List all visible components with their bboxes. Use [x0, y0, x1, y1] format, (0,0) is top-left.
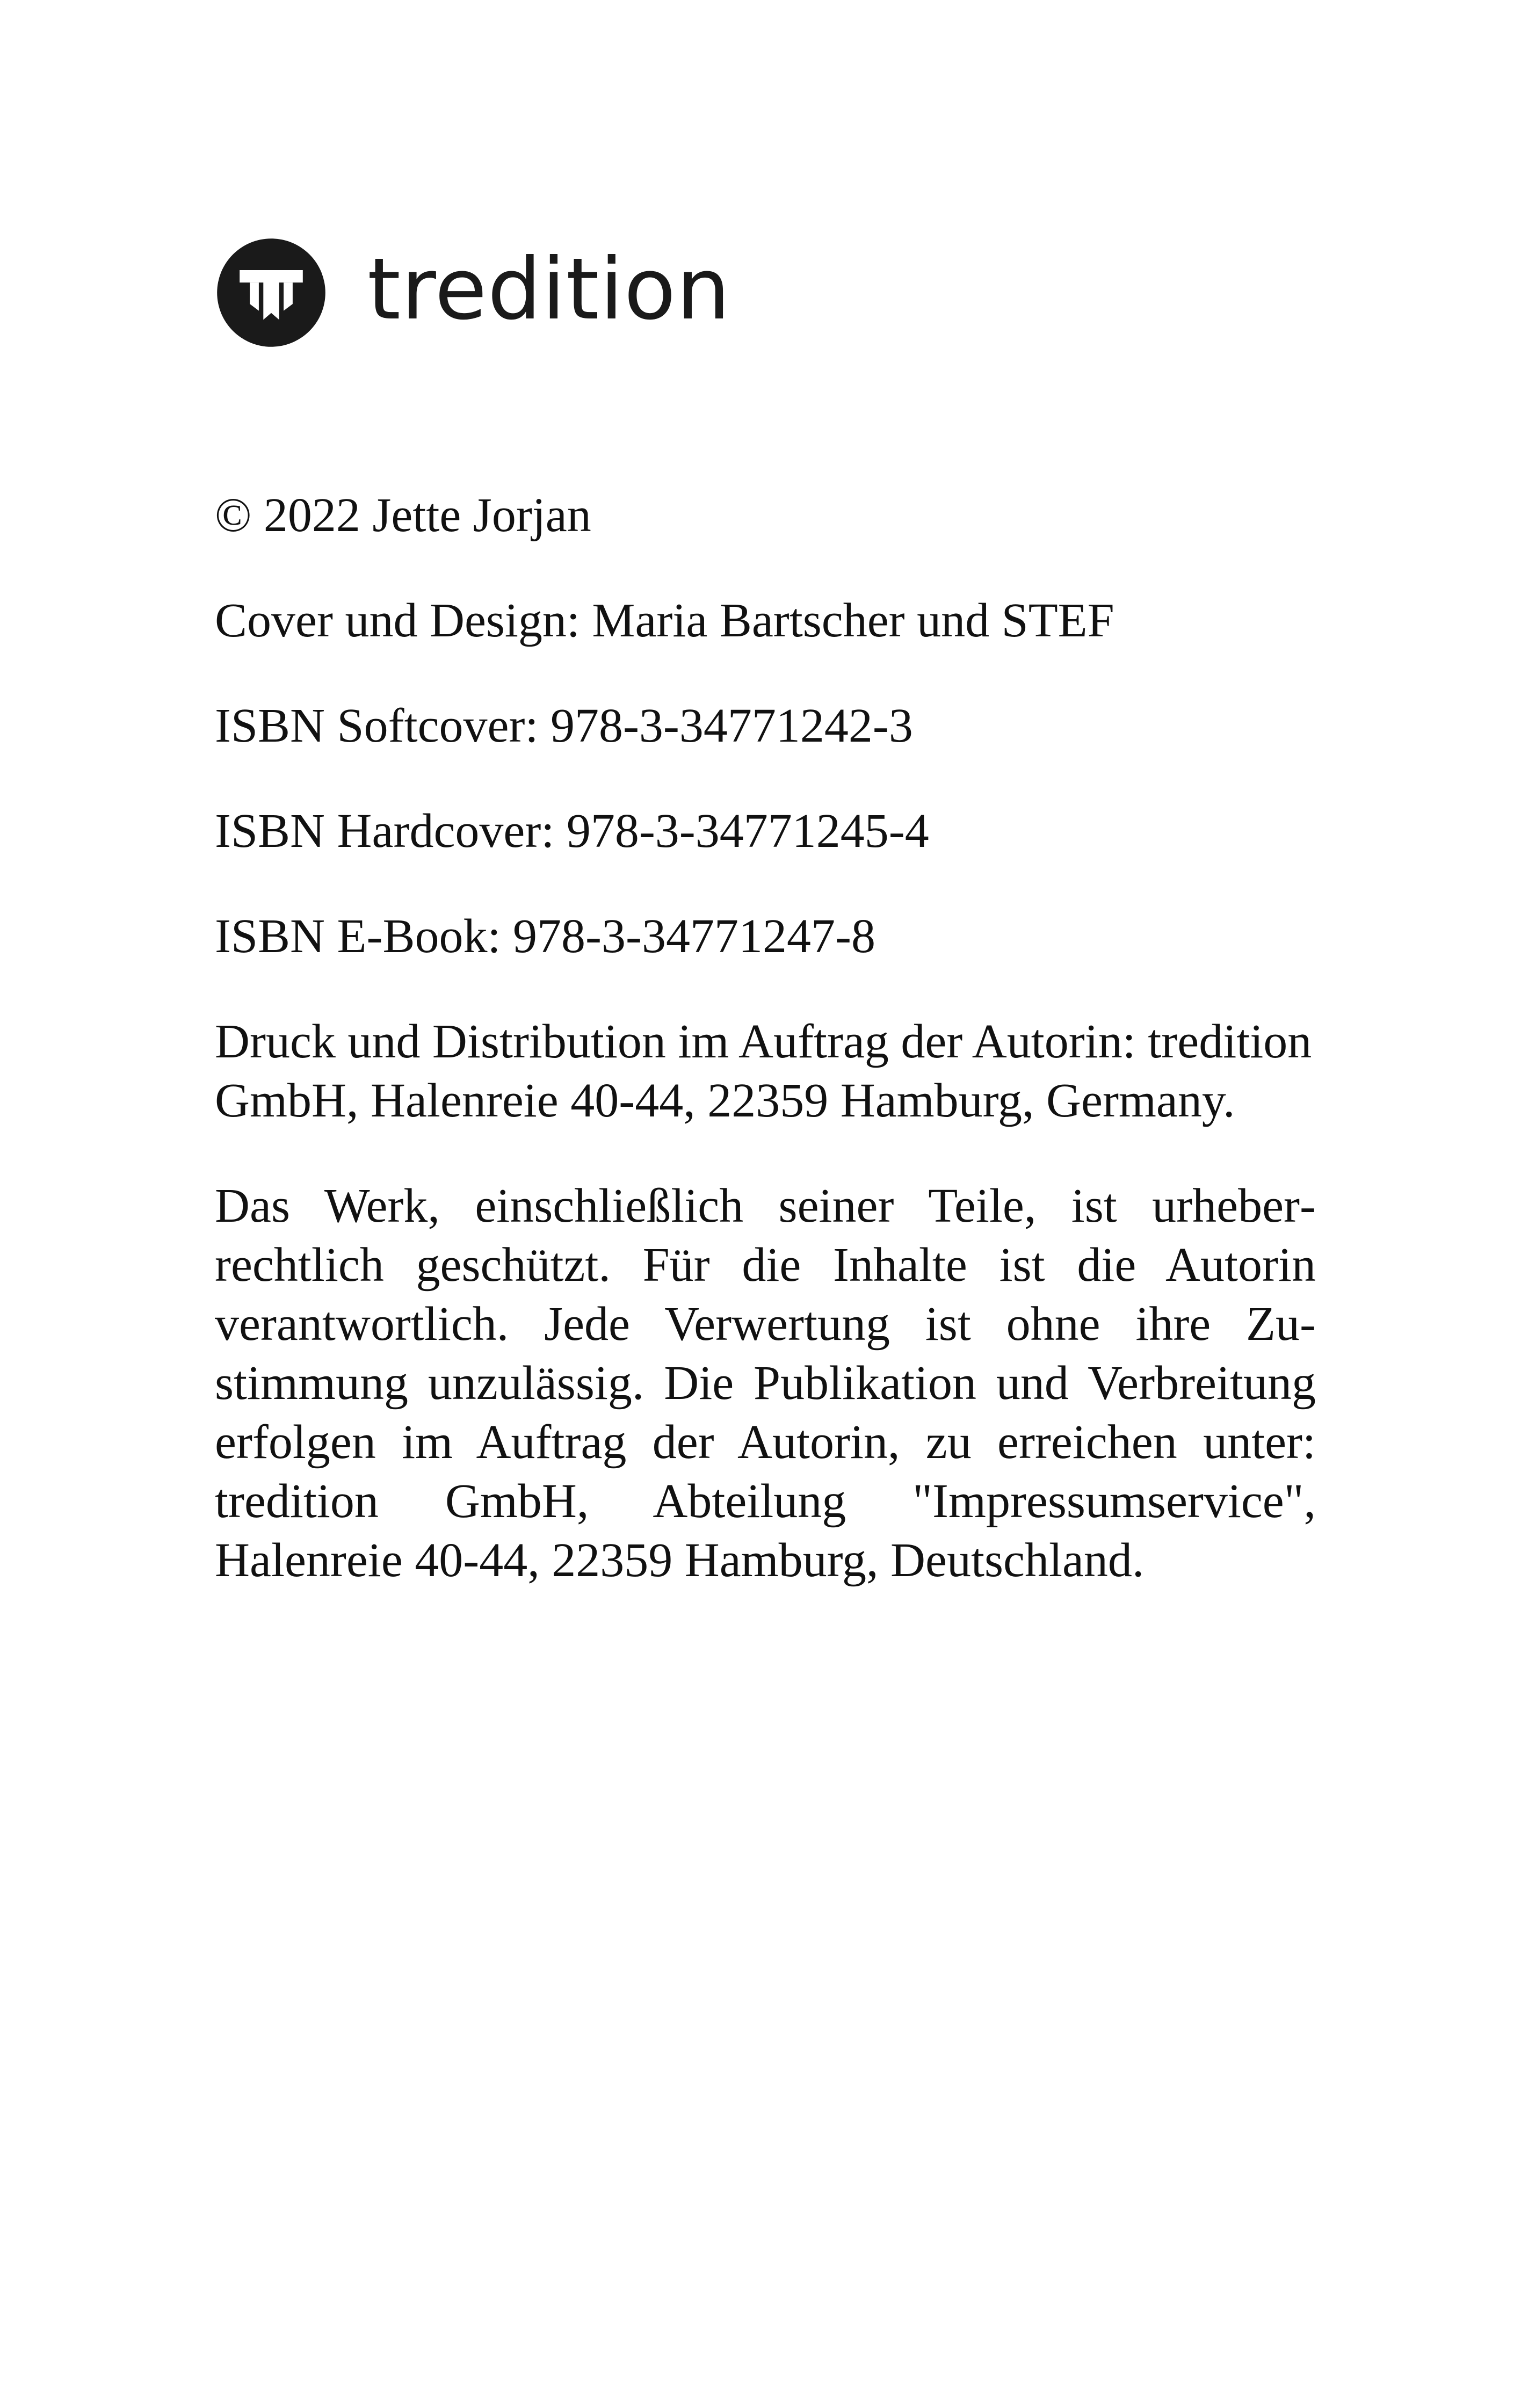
tredition-logo-icon — [215, 236, 328, 349]
isbn-softcover-line: ISBN Softcover: 978-3-34771242-3 — [215, 699, 913, 752]
imprint-content — [215, 486, 1316, 1636]
logo-wordmark: tredition — [367, 240, 731, 339]
cover-design-line: Cover und Design: Maria Bartscher und STEF — [215, 594, 1114, 647]
copyright-line: © 2022 Jette Jorjan — [215, 489, 591, 542]
legal-notice-paragraph: Das Werk, einschließlich seiner Teile, ist urheberrechtlich geschützt. Für die Inhalte ist die Autorin verantwortlich. Jede Verwertung ist ohne ihre Zustimmung unzulässig. Die Publikation und Verbreitung erfolgen im Auftrag der Autorin, zu erreichen unter: tredition GmbH, Abteilung "Impressumservice", Halenreie 40-44, 22359 Hamburg, Deutschland. — [215, 1179, 1316, 1587]
publisher-logo — [215, 236, 731, 349]
distribution-paragraph: Druck und Distribution im Auftrag der Autorin: tredition GmbH, Halenreie 40-44, 22359 Hamburg, Germany. — [215, 1015, 1312, 1127]
isbn-ebook-line: ISBN E-Book: 978-3-34771247-8 — [215, 910, 875, 963]
isbn-hardcover-line: ISBN Hardcover: 978-3-34771245-4 — [215, 804, 929, 858]
